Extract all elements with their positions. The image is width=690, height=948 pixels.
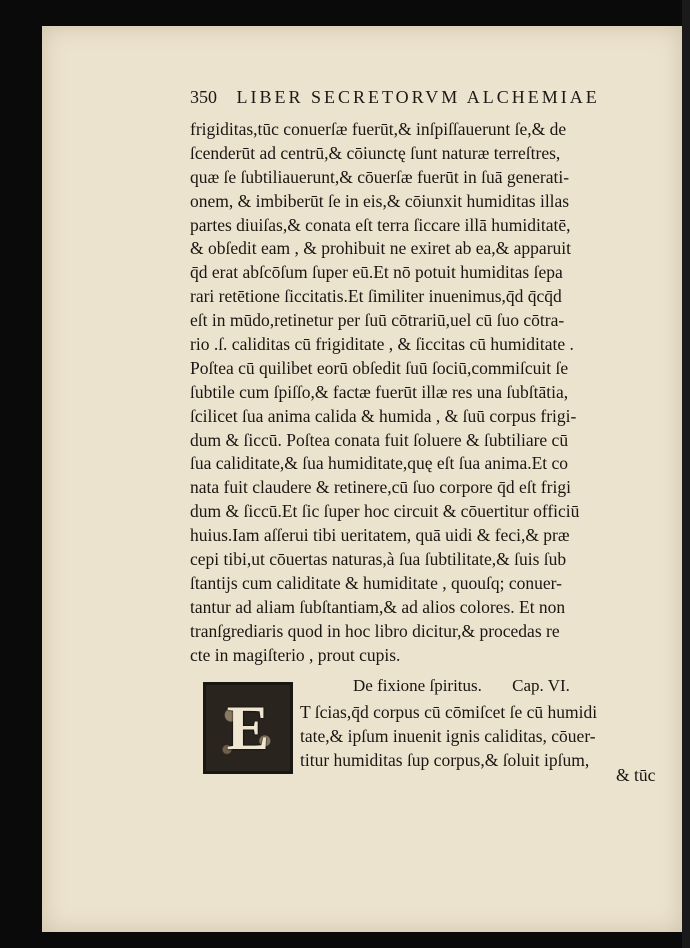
decorated-initial <box>203 682 293 774</box>
page-edge <box>682 0 690 948</box>
text-line: ſcenderūt ad centrū,& cōiunctę ſunt naturæ terreſtres, <box>190 142 561 163</box>
text-line: eſt in mūdo,retinetur per ſuū cōtrariū,uel cū ſuo cōtra- <box>190 310 565 331</box>
text-line: tantur ad aliam ſubſtantiam,& ad alios colores. Et non <box>190 596 566 617</box>
text-line: dum & ſiccū.Et ſic ſuper hoc circuit & cōuertitur officiū <box>190 501 580 522</box>
text-line: T ſcias,q̄d corpus cū cōmiſcet ſe cū humidi <box>300 702 598 722</box>
text-line: quæ ſe ſubtiliauerunt,& cōuerſæ fuerūt in ſuā generati- <box>190 166 570 187</box>
text-line: ſubtile cum ſpiſſo,& factæ fuerūt illæ res una ſubſtātia, <box>190 381 569 402</box>
text-line: ſcilicet ſua anima calida & humida , & ſuū corpus frigi- <box>190 405 577 426</box>
initial-letter: E <box>226 692 270 763</box>
text-line: tate,& ipſum inuenit ignis caliditas, cōuer- <box>300 725 596 746</box>
running-title: LIBER SECRETORVM ALCHEMIAE <box>236 87 600 107</box>
text-line: rio .ſ. caliditas cū frigiditate , & ſiccitas cū humiditate . <box>190 334 574 355</box>
section-title: De fixione ſpiritus. <box>353 676 482 695</box>
running-header <box>190 87 630 115</box>
text-line: & obſedit eam , & prohibuit ne exiret ab ea,& apparuit <box>190 238 571 259</box>
text-line: cepi tibi,ut cōuertas naturas,à ſua ſubtilitate,& ſuis ſub <box>190 549 567 570</box>
body-text <box>190 118 660 667</box>
section-heading <box>353 676 653 700</box>
text-line: q̄d erat abſcōſum ſuper eū.Et nō potuit humiditas ſepa <box>190 262 563 283</box>
catchword: & tūc <box>616 765 656 785</box>
text-line: tranſgrediaris quod in hoc libro dicitur,& procedas re <box>190 620 560 641</box>
chapter-number: Cap. VI. <box>512 676 570 695</box>
text-line: partes diuiſas,& conata eſt terra ſiccare illā humiditatē, <box>190 214 571 235</box>
text-line: titur humiditas ſup corpus,& ſoluit ipſum, <box>300 749 590 770</box>
text-line: huius.Iam aſſerui tibi ueritatem, quā uidi & feci,& præ <box>190 525 570 546</box>
chapter-text <box>300 701 670 773</box>
text-line: ſua caliditate,& ſua humiditate,quę eſt ſua anima.Et co <box>190 453 569 474</box>
text-line: cte in magiſterio , prout cupis. <box>190 644 401 665</box>
text-line: Poſtea cū quilibet eorū obſedit ſuū ſociū,commiſcuit ſe <box>190 357 569 378</box>
text-line: onem, & imbiberūt ſe in eis,& cōiunxit humiditas illas <box>190 190 570 211</box>
text-line: ſtantijs cum caliditate & humiditate , quouſq; conuer- <box>190 572 562 593</box>
text-line: frigiditas,tūc conuerſæ fuerūt,& inſpiſſauerunt ſe,& de <box>190 119 567 139</box>
page-number: 350 <box>190 87 217 107</box>
text-line: nata fuit claudere & retinere,cū ſuo corpore q̄d eſt frigi <box>190 477 571 498</box>
text-line: rari retētione ſiccitatis.Et ſimiliter inuenimus,q̄d q̄cq̄d <box>190 286 562 307</box>
text-line: dum & ſiccū. Poſtea conata fuit ſoluere & ſubtiliare cū <box>190 429 569 450</box>
